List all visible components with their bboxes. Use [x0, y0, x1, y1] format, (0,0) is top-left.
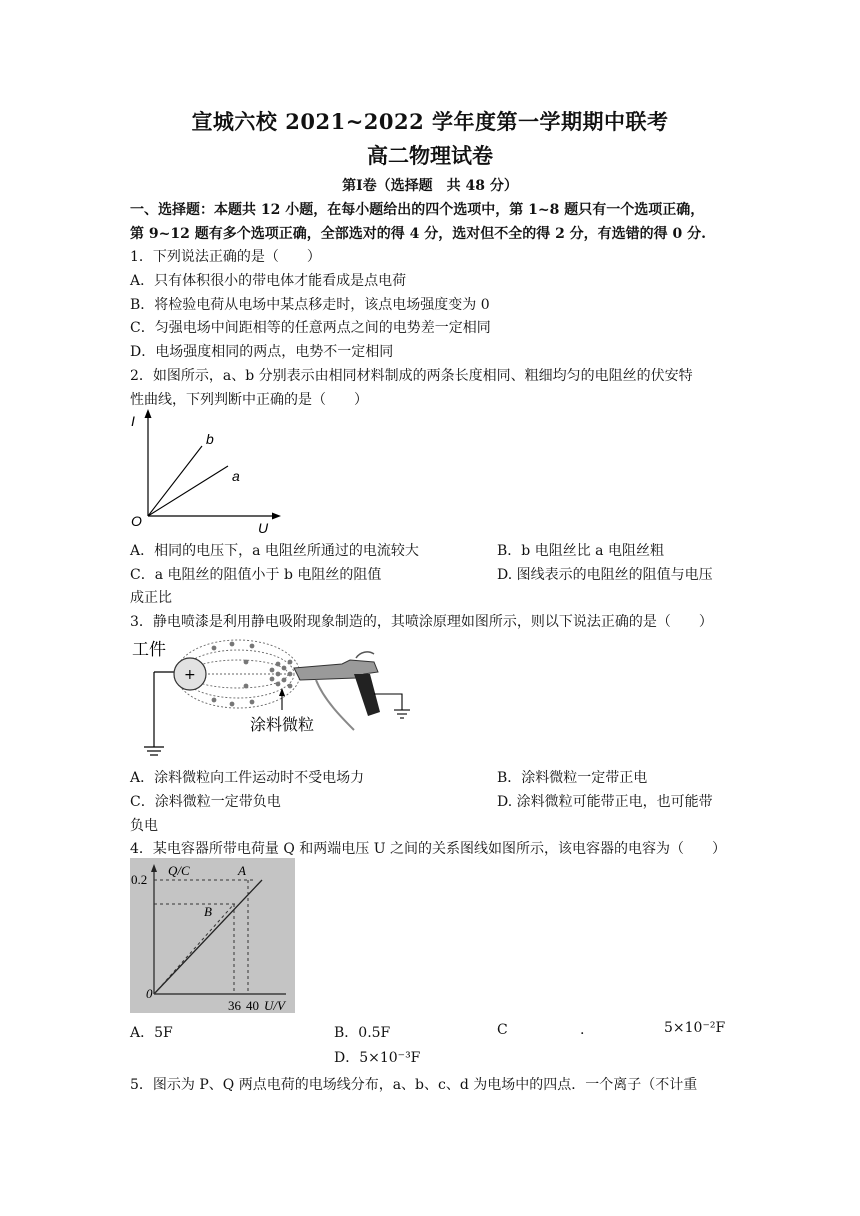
u-axis-label: U	[258, 520, 269, 534]
q4-stem: 4．某电容器所带电荷量 Q 和两端电压 U 之间的关系图线如图所示，该电容器的电容为（ ）	[130, 841, 726, 857]
q1-option-b: B．将检验电荷从电场中某点移走时，该点电场强度变为 0	[130, 297, 490, 313]
q3-stem: 3．静电喷漆是利用静电吸附现象制造的，其喷涂原理如图所示，则以下说法正确的是（ ）	[130, 614, 713, 630]
q2-stem-line-2: 性曲线，下列判断中正确的是（ ）	[130, 392, 368, 408]
point-b-label: B	[204, 904, 212, 919]
q4-option-c-value: 5×10⁻²F	[664, 1020, 726, 1036]
q3-option-c: C．涂料微粒一定带负电	[130, 794, 281, 810]
dashed-origin-line	[154, 904, 234, 994]
q2-option-d: D. 图线表示的电阻丝的阻值与电压	[497, 567, 713, 583]
exam-subtitle: 高二物理试卷	[367, 143, 493, 168]
line-b-label: b	[206, 431, 214, 447]
origin-label: 0	[146, 986, 153, 1001]
line-b	[148, 446, 202, 516]
q4-option-b: B．0.5F	[334, 1025, 391, 1041]
x-tick-40: 40	[246, 998, 259, 1013]
qu-graph-figure	[130, 858, 295, 1013]
point-a-label: A	[238, 863, 246, 878]
q1-option-a: A．只有体积很小的带电体才能看成是点电荷	[130, 273, 407, 289]
q4-option-c-dot: .	[580, 1022, 585, 1038]
q3-option-a: A．涂料微粒向工件运动时不受电场力	[130, 770, 365, 786]
workpiece-label: 工件	[132, 640, 166, 660]
q1-stem: 1．下列说法正确的是（ ）	[130, 249, 321, 265]
line-a-label: a	[232, 468, 240, 484]
q-axis-label: Q/C	[168, 863, 190, 878]
qu-line	[154, 880, 262, 994]
q3-option-d-continued: 负电	[130, 818, 158, 834]
exam-title: 宣城六校 2021~2022 学年度第一学期期中联考	[191, 109, 669, 134]
line-a	[148, 466, 228, 516]
i-axis-arrow-icon	[145, 409, 152, 418]
instructions-line-1: 一、选择题：本题共 12 小题，在每小题给出的四个选项中，第 1~8 题只有一个选项正确，	[130, 202, 705, 218]
particle-pointer-arrow-icon	[279, 688, 285, 696]
positive-charge-icon: +	[184, 667, 196, 683]
q4-option-a: A．5F	[130, 1025, 173, 1041]
q3-option-b: B．涂料微粒一定带正电	[497, 770, 648, 786]
q2-option-a: A．相同的电压下，a 电阻丝所通过的电流较大	[130, 543, 419, 559]
particles-label: 涂料微粒	[250, 715, 315, 734]
u-axis-arrow-icon	[272, 513, 281, 520]
q2-stem-line-1: 2．如图所示，a、b 分别表示由相同材料制成的两条长度相同、粗细均匀的电阻丝的伏安特	[130, 368, 693, 384]
q2-option-d-continued: 成正比	[130, 590, 172, 606]
spray-gun-hose	[316, 680, 354, 730]
q1-option-d: D．电场强度相同的两点，电势不一定相同	[130, 344, 394, 360]
q-axis-arrow-icon	[151, 864, 157, 872]
y-tick-label: 0.2	[131, 872, 148, 887]
origin-label: O	[131, 513, 142, 529]
q3-option-d: D. 涂料微粒可能带正电，也可能带	[497, 794, 713, 810]
spray-gun-handle	[354, 674, 380, 716]
q4-option-c-letter: C	[497, 1022, 508, 1038]
q4-option-d: D．5×10⁻³F	[334, 1050, 421, 1066]
i-axis-label: I	[131, 413, 135, 429]
q2-option-b: B．b 电阻丝比 a 电阻丝粗	[497, 543, 664, 559]
section-heading: 第Ⅰ卷（选择题 共 48 分）	[342, 178, 518, 194]
u-axis-label: U/V	[264, 998, 285, 1013]
q1-option-c: C．匀强电场中间距相等的任意两点之间的电势差一定相同	[130, 320, 491, 336]
instructions-line-2: 第 9~12 题有多个选项正确，全部选对的得 4 分，选对但不全的得 2 分，有选错的得 0 分.	[130, 226, 707, 242]
electrostatic-spray-figure	[128, 634, 418, 760]
x-tick-36: 36	[228, 998, 241, 1013]
spray-gun-knob	[356, 652, 374, 658]
iu-graph-figure	[128, 404, 288, 534]
q2-option-c: C．a 电阻丝的阻值小于 b 电阻丝的阻值	[130, 567, 382, 583]
q5-stem: 5．图示为 P、Q 两点电荷的电场线分布，a、b、c、d 为电场中的四点．一个离子（不计重	[130, 1077, 698, 1093]
